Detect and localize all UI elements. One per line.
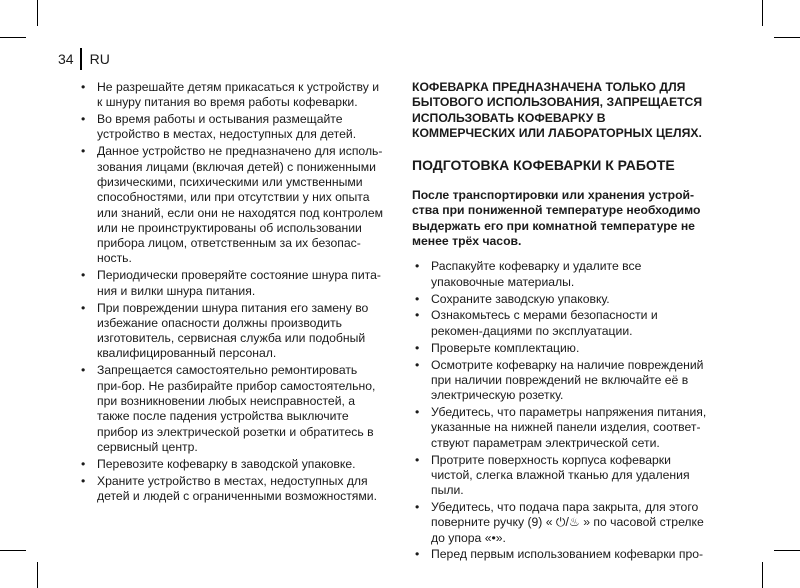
list-item: • Перевозите кофеварку в заводской упаковке.	[78, 457, 384, 472]
list-item: • Храните устройство в местах, недоступных для детей и людей с ограниченными возможностями.	[78, 474, 384, 505]
list-item: • Ознакомьтесь с мерами безопасности и рекомен-дациями по эксплуатации.	[412, 308, 710, 339]
right-column	[412, 80, 710, 564]
list-item: • Убедитесь, что параметры напряжения питания, указанные на нижней панели изделия, соответ-ствуют параметрам электрической сети.	[412, 405, 710, 451]
list-item: • Во время работы и остывания размещайте устройство в местах, недоступных для детей.	[78, 112, 384, 143]
list-item: • Проверьте комплектацию.	[412, 341, 710, 356]
preparation-list	[412, 259, 710, 562]
crop-mark	[37, 0, 38, 26]
list-item: • Не разрешайте детям прикасаться к устройству и к шнуру питания во время работы кофеварки.	[78, 80, 384, 111]
household-use-notice: КОФЕВАРКА ПРЕДНАЗНАЧЕНА ТОЛЬКО ДЛЯ БЫТОВОГО ИСПОЛЬЗОВАНИЯ, ЗАПРЕЩАЕТСЯ ИСПОЛЬЗОВАТЬ КОФЕВАРКУ В КОММЕРЧЕСКИХ ИЛИ ЛАБОРАТОРНЫХ ЦЕЛЯХ.	[412, 80, 703, 140]
page-header	[58, 48, 110, 70]
page-number: 34	[58, 51, 74, 67]
crop-mark	[774, 37, 800, 38]
safety-list	[78, 80, 384, 504]
list-item: • При повреждении шнура питания его замену во избежание опасности должны производить изготовитель, сервисная служба или подобный квалифицированный персонал.	[78, 301, 384, 362]
list-item: • Перед первым использованием кофеварки про-	[412, 547, 710, 562]
list-item: • Запрещается самостоятельно ремонтировать при-бор. Не разбирайте прибор самостоятельно, при возникновении любых неисправностей, а также после падения устройства выключите прибор из электрической розетки и обратитесь в сервисный центр.	[78, 363, 384, 455]
list-item: • Протрите поверхность корпуса кофеварки чистой, слегка влажной тканью для удаления пыли.	[412, 453, 710, 499]
crop-mark	[774, 550, 800, 551]
crop-mark	[0, 37, 26, 38]
crop-mark	[37, 562, 38, 588]
list-item: • Сохраните заводскую упаковку.	[412, 292, 710, 307]
left-column	[78, 80, 384, 506]
section-title: ПОДГОТОВКА КОФЕВАРКИ К РАБОТЕ	[412, 157, 675, 174]
intro-paragraph: После транспортировки или хранения устрой-ства при пониженной температуре необходимо выдержать его при комнатной температуре не менее трёх часов.	[412, 188, 701, 249]
crop-mark	[762, 0, 763, 26]
list-item: • Данное устройство не предназначено для исполь-зования лицами (включая детей) с пониженными физическими, психическими или умственными способностями, или при отсутствии у них опыта или знаний, если они не находятся под контролем или не проинструктированы об использовании прибора лицом, ответственным за их безопас-ность.	[78, 144, 384, 266]
crop-mark	[762, 562, 763, 588]
list-item: • Убедитесь, что подача пара закрыта, для этого поверните ручку (9) « ⏻/♨ » по часовой стрелке до упора «•».	[412, 500, 710, 546]
list-item: • Периодически проверяйте состояние шнура пита-ния и вилки шнура питания.	[78, 268, 384, 299]
list-item: • Распакуйте кофеварку и удалите все упаковочные материалы.	[412, 259, 710, 290]
list-item: • Осмотрите кофеварку на наличие повреждений при наличии повреждений не включайте её в электрическую розетку.	[412, 358, 710, 404]
crop-mark	[0, 550, 26, 551]
header-divider	[80, 48, 82, 70]
language-label: RU	[89, 51, 110, 67]
